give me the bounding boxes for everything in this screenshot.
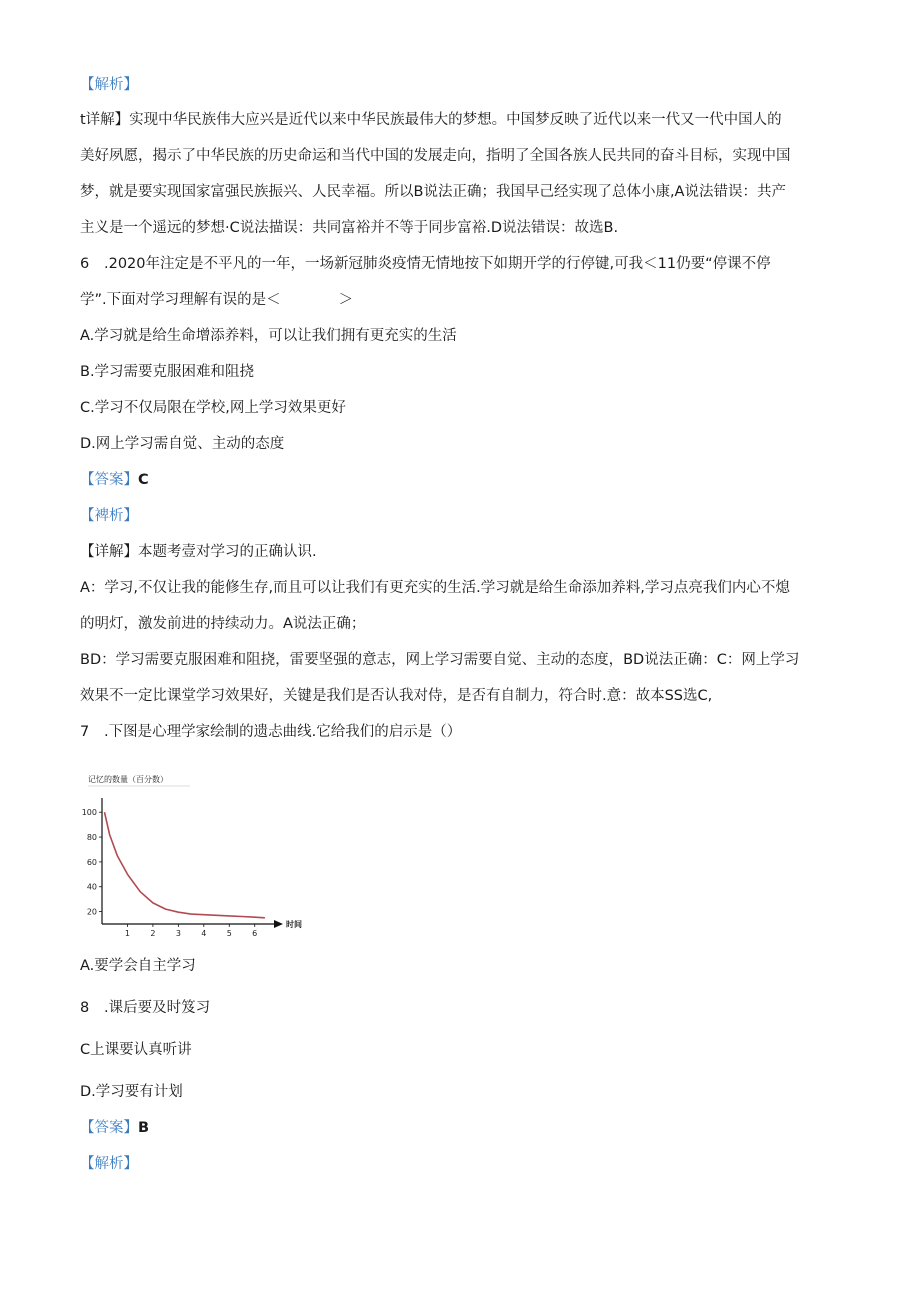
chart-layer: [82, 798, 302, 938]
forgetting-curve-chart: [74, 768, 306, 938]
detail-line: 的明灯，激发前进的持续动力。A说法正确；: [80, 616, 366, 632]
detail-line: 美好夙愿，揭示了中华民族的历史命运和当代中国的发展走向，指明了全国各族人民共同的奋斗目标，实现中国: [80, 148, 791, 164]
chart-title: 记忆的数量（百分数）: [88, 775, 168, 784]
question-stem-text: .2020年注定是不平凡的一年，一场新冠肺炎疫情无情地按下如期开学的行停键,可我＜11仍要“停课不停: [104, 256, 771, 272]
x-tick-label: 3: [175, 929, 181, 938]
x-tick-label: 5: [226, 929, 232, 938]
question-number: 7: [80, 724, 90, 740]
answer-value: B: [138, 1120, 150, 1136]
x-tick-label: 2: [150, 929, 156, 938]
answer-line: [80, 470, 149, 490]
option-c: C上课要认真听讲: [80, 1042, 192, 1058]
answer-tag: 【答案】: [80, 472, 138, 488]
x-tick-label: 1: [124, 929, 131, 938]
y-tick-label: 20: [86, 907, 97, 917]
option-c: C.学习不仅局限在学校,网上学习效果更好: [80, 400, 346, 416]
question-stem-text: .下图是心理学家绘制的遗忐曲线.它给我们的启示是（）: [104, 724, 462, 740]
forgetting-curve-line: [105, 812, 265, 918]
analysis-heading: 【裨析】: [80, 508, 138, 524]
x-axis-label: 时间: [286, 920, 302, 929]
y-tick-label: 80: [86, 833, 97, 843]
option-d: D.学习要有计划: [80, 1084, 183, 1100]
option-a: A.要学会自主学习: [80, 958, 196, 974]
detail-line: 梦，就是要实现国家富强民族振兴、人民幸福。所以B说法正确；我国早己经实现了总体小康,A说法错误：共产: [80, 184, 786, 200]
y-tick-label: 60: [86, 857, 97, 867]
x-tick-label: 6: [252, 929, 258, 938]
option-b: B.学习需要克服困难和阻挠: [80, 364, 255, 380]
option-d: D.网上学习需自觉、主动的态度: [80, 436, 285, 452]
question-number: 6: [80, 256, 90, 272]
option-a: A.学习就是给生命增添养料，可以让我们拥有更充实的生活: [80, 328, 457, 344]
x-axis-arrow: [274, 920, 283, 928]
option-b-text: .课后要及时笈习: [104, 1000, 211, 1016]
answer-tag: 【答案】: [80, 1120, 138, 1136]
detail-line: A：学习,不仅让我的能修生存,而且可以让我们有更充实的生活.学习就是给生命添加养料,学习点亮我们内心不熄: [80, 580, 790, 596]
x-tick-label: 4: [201, 929, 207, 938]
question-6-stem-cont: 学”.下面对学习理解有误的是＜ ＞: [80, 292, 354, 308]
detail-line: t详解】实现中华民族伟大应兴是近代以来中华民族最伟大的梦想。中国梦反映了近代以来一代又一代中国人的: [80, 112, 782, 128]
option-b: [80, 998, 210, 1018]
y-tick-label: 100: [81, 808, 97, 818]
answer-value: C: [138, 472, 149, 488]
analysis-heading: 【解析】: [80, 77, 138, 93]
chart-svg: [74, 768, 306, 938]
detail-line: 效果不一定比课堂学习效果好，关键是我们是否认我对侍，是否有自制力，符合时.意：故本SS选C,: [80, 688, 713, 704]
detail-line: BD：学习需要克服困难和阻挠，雷要坚强的意志，网上学习需要自觉、主动的态度，BD说法正确：C：网上学习: [80, 652, 800, 668]
analysis-heading: 【解析】: [80, 1156, 138, 1172]
option-b-number: 8: [80, 1000, 90, 1016]
question-7-stem: [80, 722, 461, 742]
answer-line: [80, 1118, 149, 1138]
question-6-stem: [80, 254, 771, 274]
y-tick-label: 40: [86, 882, 97, 892]
detail-line: 主义是一个遥远的梦想·C说法描误：共同富裕并不等于同步富裕.D说法错误：故选B.: [80, 220, 619, 236]
detail-line: 【详解】本题考壹对学习的正确认识.: [80, 544, 317, 560]
